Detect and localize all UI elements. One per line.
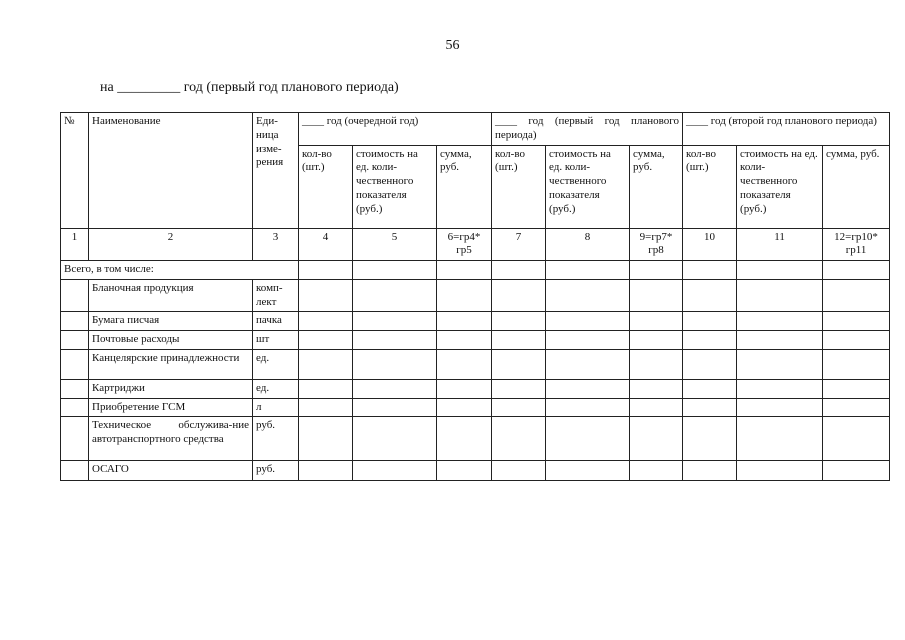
row-name: Канцелярские принадлежности xyxy=(89,349,253,379)
header-year-1: ____ год (очередной год) xyxy=(299,113,492,146)
row-unit: ед. xyxy=(253,349,299,379)
budget-table xyxy=(60,112,890,481)
col-number: 4 xyxy=(299,228,353,261)
header-name: Наименование xyxy=(89,113,253,229)
header-sum: сумма, руб. xyxy=(823,145,890,228)
col-number: 1 xyxy=(61,228,89,261)
total-label: Всего, в том числе: xyxy=(61,261,299,280)
header-year-3: ____ год (второй год планового периода) xyxy=(683,113,890,146)
col-number: 2 xyxy=(89,228,253,261)
row-name: Приобретение ГСМ xyxy=(89,398,253,417)
col-number: 11 xyxy=(737,228,823,261)
col-number: 5 xyxy=(353,228,437,261)
header-qty: кол-во (шт.) xyxy=(492,145,546,228)
row-name: Бумага писчая xyxy=(89,312,253,331)
row-name: Почтовые расходы xyxy=(89,331,253,350)
row-unit: шт xyxy=(253,331,299,350)
page-number: 56 xyxy=(445,38,460,53)
col-number: 9=гр7* гр8 xyxy=(630,228,683,261)
row-unit: руб. xyxy=(253,417,299,461)
col-number: 3 xyxy=(253,228,299,261)
header-price: стоимость на ед. коли-чественного показателя (руб.) xyxy=(546,145,630,228)
table-heading: на _________ год (первый год планового периода) xyxy=(100,80,399,95)
header-price: стоимость на ед. коли-чественного показателя (руб.) xyxy=(353,145,437,228)
table-row xyxy=(61,461,890,481)
table-row xyxy=(61,349,890,379)
row-unit: пачка xyxy=(253,312,299,331)
row-unit: л xyxy=(253,398,299,417)
row-unit: комп-лект xyxy=(253,279,299,312)
table-row xyxy=(61,279,890,312)
row-unit: руб. xyxy=(253,461,299,481)
header-year-2: ____ год (первый год планового периода) xyxy=(492,113,683,146)
table-row xyxy=(61,417,890,461)
table-row xyxy=(61,331,890,350)
col-number: 10 xyxy=(683,228,737,261)
header-num: № xyxy=(61,113,89,229)
table-row xyxy=(61,379,890,398)
header-qty: кол-во (шт.) xyxy=(683,145,737,228)
table-row xyxy=(61,312,890,331)
row-name: ОСАГО xyxy=(89,461,253,481)
row-name: Техническое обслужива-ние автотранспортного средства xyxy=(89,417,253,461)
table-row xyxy=(61,398,890,417)
col-number: 7 xyxy=(492,228,546,261)
row-name: Бланочная продукция xyxy=(89,279,253,312)
row-name: Картриджи xyxy=(89,379,253,398)
col-number: 8 xyxy=(546,228,630,261)
header-unit: Еди-ница изме-рения xyxy=(253,113,299,229)
header-price: стоимость на ед. коли-чественного показателя (руб.) xyxy=(737,145,823,228)
header-sum: сумма, руб. xyxy=(630,145,683,228)
column-number-row xyxy=(61,228,890,261)
col-number: 12=гр10* гр11 xyxy=(823,228,890,261)
header-qty: кол-во (шт.) xyxy=(299,145,353,228)
total-row xyxy=(61,261,890,280)
header-sum: сумма, руб. xyxy=(437,145,492,228)
row-unit: ед. xyxy=(253,379,299,398)
col-number: 6=гр4* гр5 xyxy=(437,228,492,261)
